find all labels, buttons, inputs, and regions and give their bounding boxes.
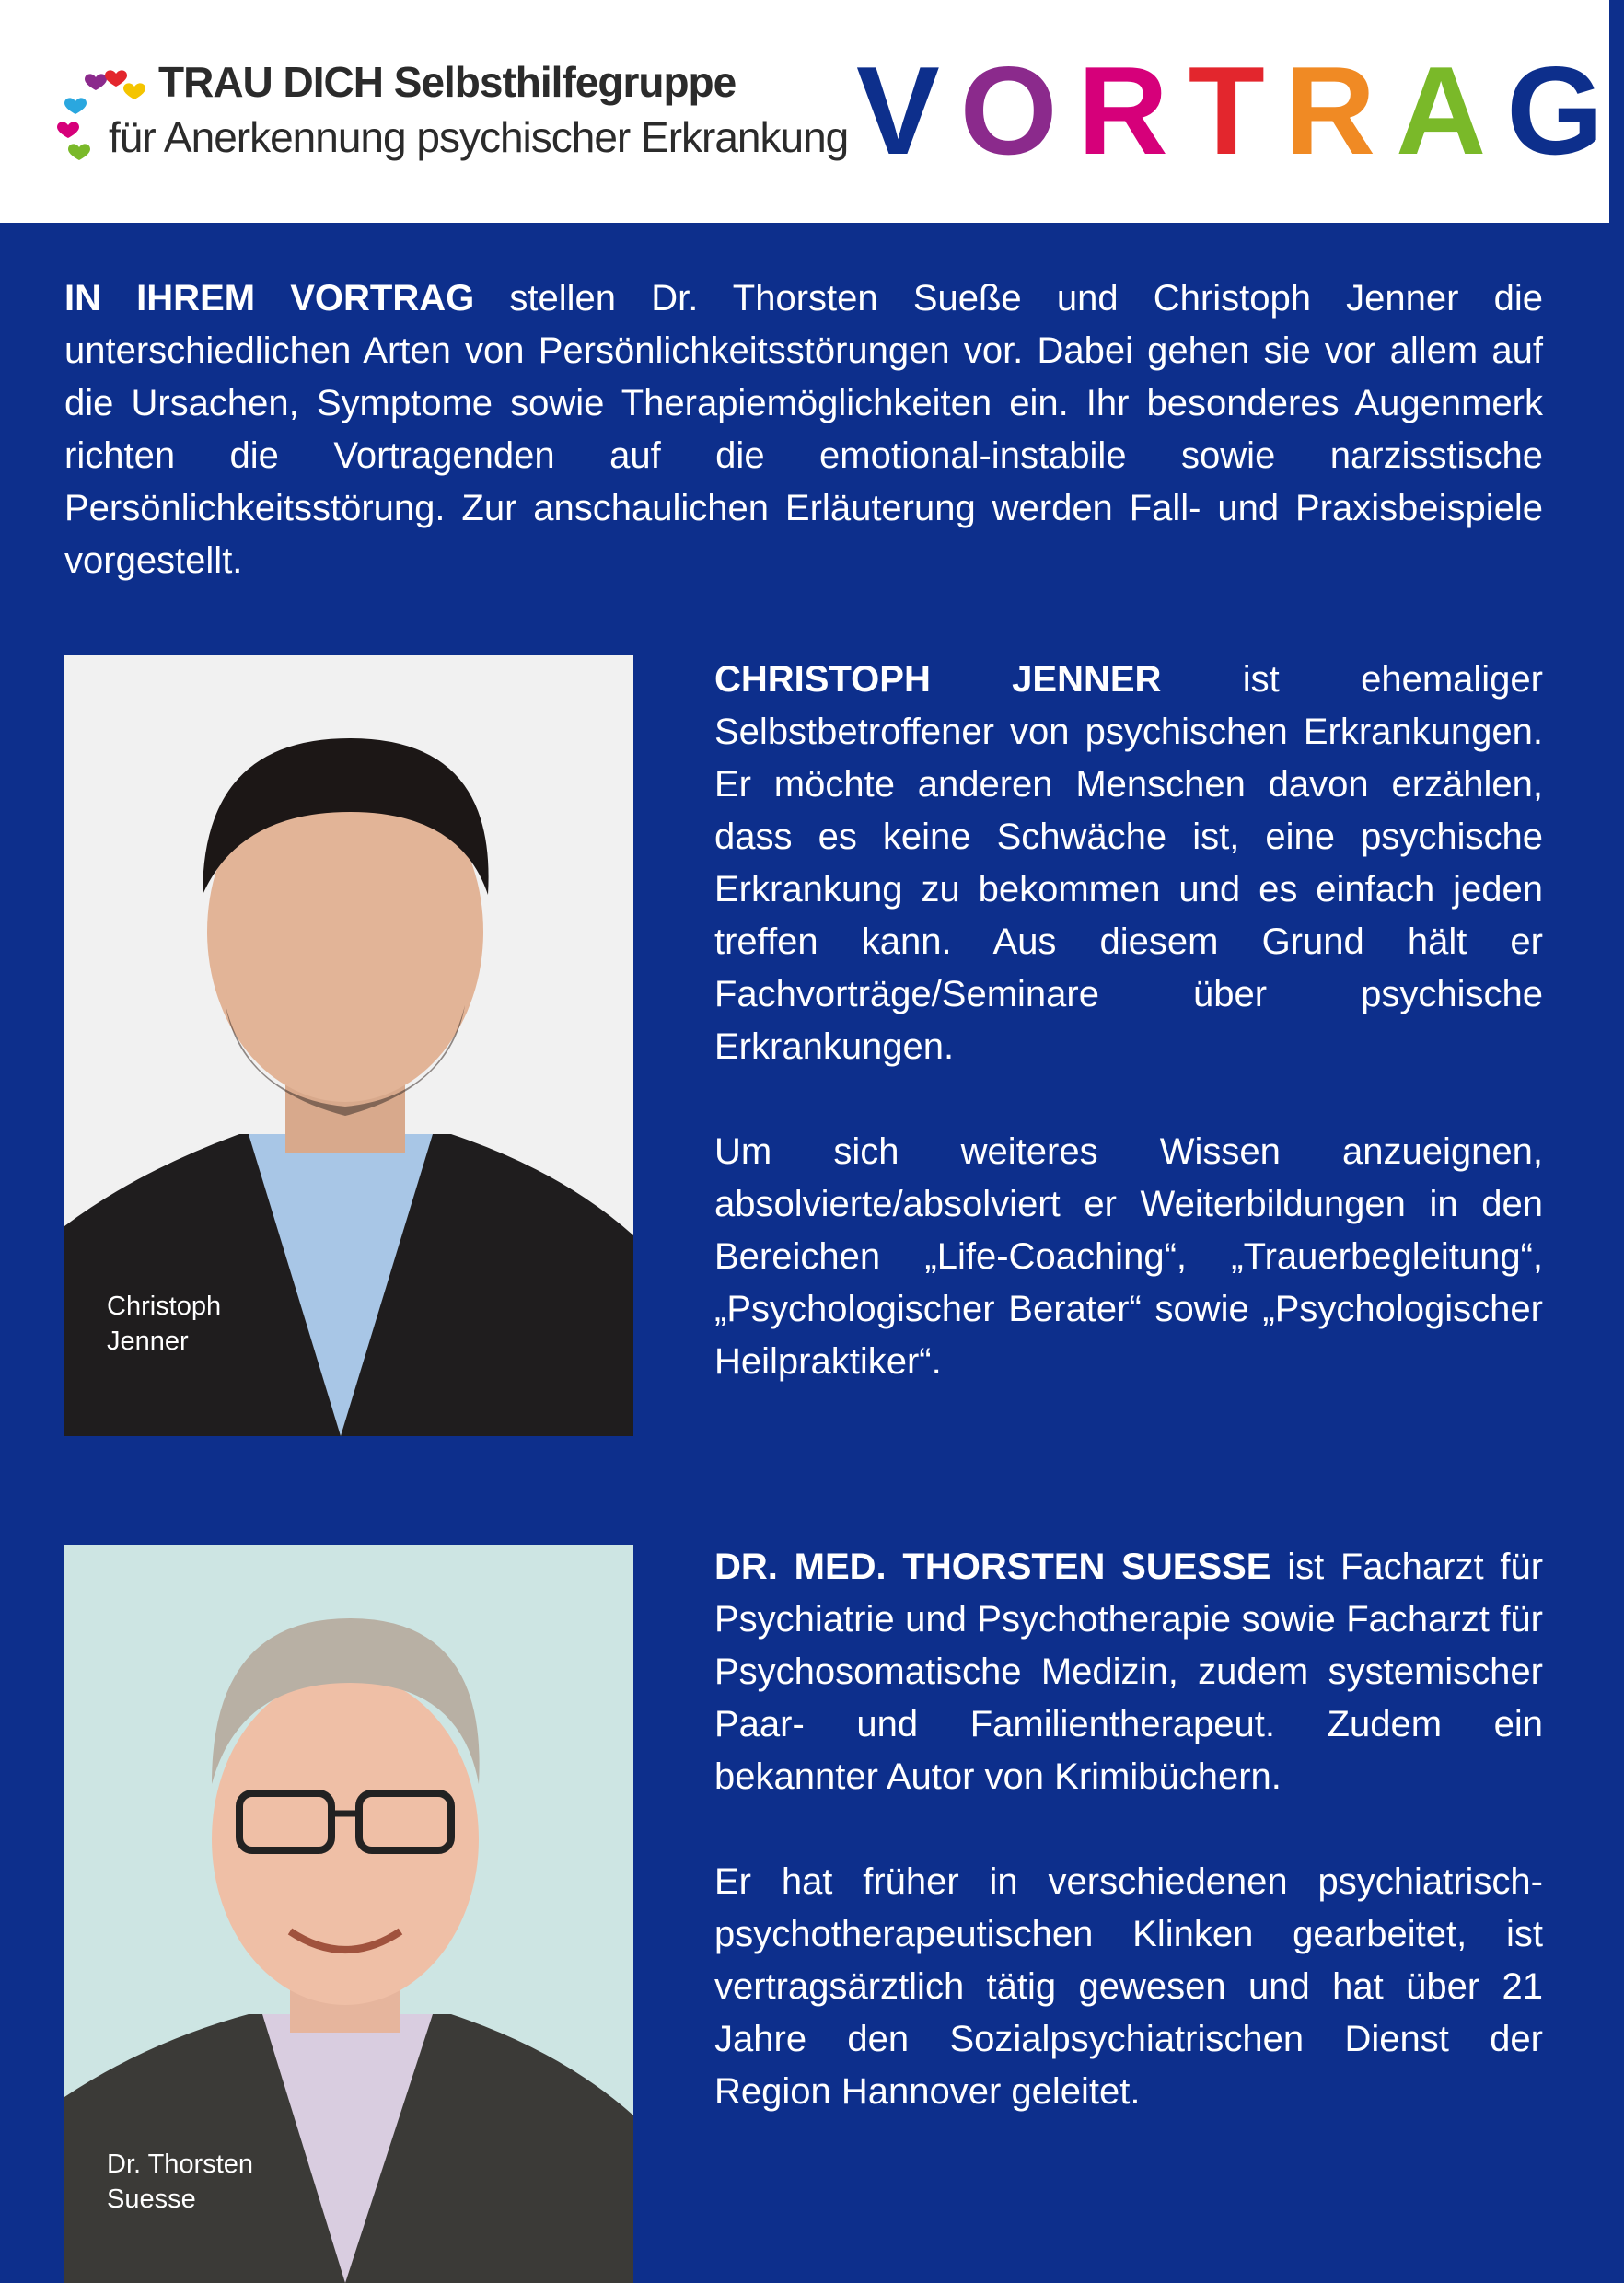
heart-dot-icon	[57, 122, 79, 138]
speaker-bio-jenner	[714, 654, 1543, 1441]
org-title: TRAU DICH Selbsthilfegruppe	[158, 58, 737, 106]
vortrag-letter: R	[1284, 41, 1397, 180]
speaker-photo-jenner	[64, 655, 633, 1436]
bio-paragraph	[714, 1541, 1543, 1803]
heart-dot-icon	[68, 144, 90, 160]
bio-text: ist ehemaliger Selbstbetroffener von psychischen Erkrankungen. Er möchte anderen Menschen davon erzählen, dass es keine Schwäche ist, eine psychische Erkrankung zu bekommen und es einfach jeden treffen kann. Aus diesem Grund hält er Fachvorträge/Seminare über psychische Erkrankungen.	[714, 659, 1543, 1067]
speaker-name: DR. MED. THORSTEN SUESSE	[714, 1547, 1271, 1587]
bio-paragraph	[714, 654, 1543, 1073]
speaker-photo-suesse	[64, 1545, 633, 2283]
speaker-bio-suesse	[714, 1541, 1543, 2171]
bio-paragraph: Um sich weiteres Wissen anzueignen, absolvierte/absolviert er Weiterbildungen in den Bereichen „Life-Coaching“, „Trauerbegleitung“, „Psychologischer Berater“ sowie „Psychologischer Heilpraktiker“.	[714, 1131, 1543, 1382]
intro-paragraph	[64, 272, 1543, 587]
vortrag-heading	[856, 41, 1624, 180]
intro-text: stellen Dr. Thorsten Sueße und Christoph Jenner die unterschiedlichen Arten von Persönlichkeitsstörungen vor. Dabei gehen sie vor allem auf die Ursachen, Symptome sowie Therapiemöglichkeiten ein. Ihr besonderes Augenmerk richten die Vortragenden auf die emotional-instabile sowie narzisstische Persönlichkeitsstörung. Zur anschaulichen Erläuterung werden Fall- und Praxisbeispiele vorgestellt.	[64, 278, 1543, 581]
speaker-name: CHRISTOPH JENNER	[714, 659, 1162, 700]
vortrag-letter: T	[1188, 41, 1285, 180]
heart-dot-icon	[85, 74, 107, 90]
photo-caption	[107, 1289, 291, 1359]
heart-dot-icon	[64, 98, 87, 114]
vortrag-letter: R	[1077, 41, 1189, 180]
vortrag-letter: V	[856, 41, 960, 180]
photo-caption	[107, 2147, 291, 2217]
intro-lead: IN IHREM VORTRAG	[64, 278, 475, 319]
heart-dot-icon	[105, 70, 127, 87]
caption-line: Christoph	[107, 1292, 222, 1321]
vortrag-letter: A	[1396, 41, 1507, 180]
vortrag-letter: G	[1506, 41, 1624, 180]
bio-text: ist Facharzt für Psychiatrie und Psychotherapie sowie Facharzt für Psychosomatische Medizin, zudem systemischer Paar- und Familientherapeut. Zudem ein bekannter Autor von Krimibüchern.	[714, 1547, 1544, 1797]
caption-line: Suesse	[107, 2184, 196, 2214]
vortrag-letter: O	[959, 41, 1078, 180]
heart-dot-icon	[123, 83, 145, 99]
caption-line: Dr. Thorsten	[107, 2150, 254, 2179]
bio-paragraph: Er hat früher in verschiedenen psychiatrisch-psychotherapeutischen Klinken gearbeitet, ist vertragsärztlich tätig gewesen und hat über 21 Jahre den Sozialpsychiatrischen Dienst der Region Hannover geleitet.	[714, 1861, 1543, 2112]
header	[0, 0, 1624, 223]
caption-line: Jenner	[107, 1327, 189, 1356]
org-subtitle: für Anerkennung psychischer Erkrankung	[109, 113, 849, 161]
